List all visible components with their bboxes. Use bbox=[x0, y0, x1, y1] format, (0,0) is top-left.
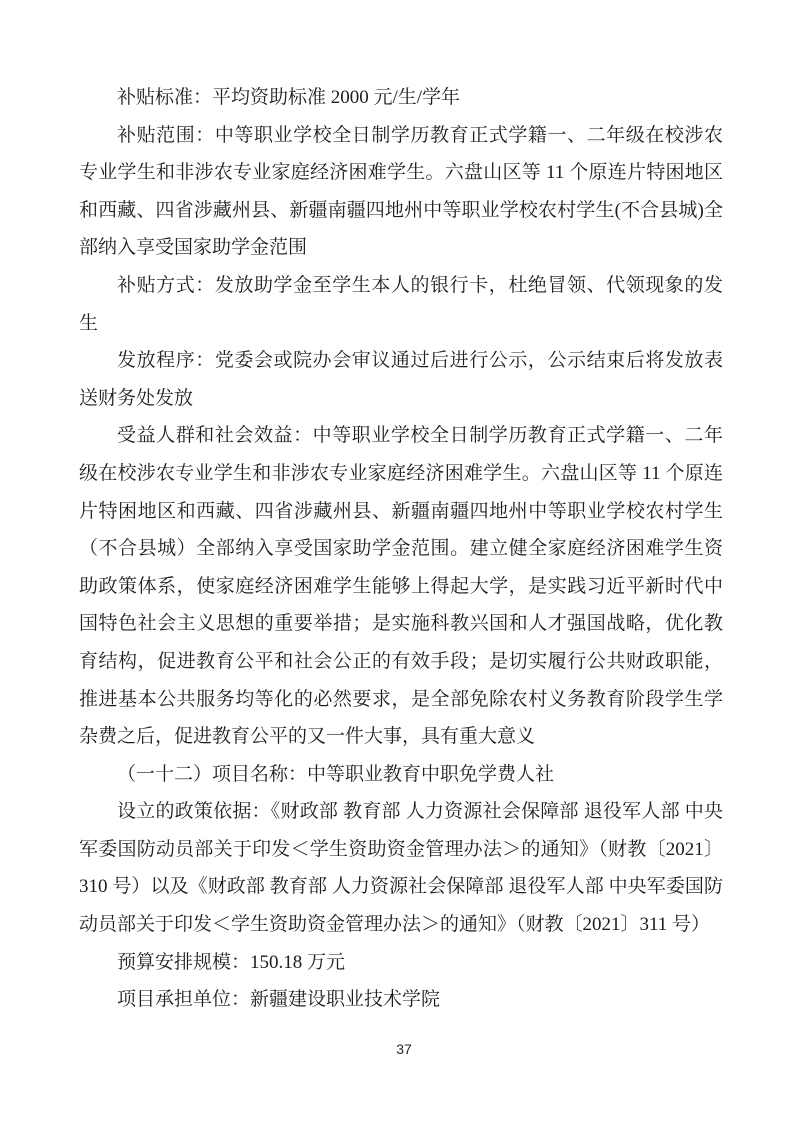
paragraph-policy-basis: 设立的政策依据：《财政部 教育部 人力资源社会保障部 退役军人部 中央军委国防动员部关于印发＜学生资助资金管理办法＞的通知》（财教〔2021〕310 号）以及《财政部 教育部 人力资源社会保障部 退役军人部 中央军委国防动员部关于印发＜学生资助资金管理办法＞的通知》（财教〔2021〕311 号） bbox=[79, 801, 723, 936]
paragraph-budget-scale: 预算安排规模：150.18 万元 bbox=[117, 951, 346, 973]
page-number: 37 bbox=[396, 1041, 412, 1057]
paragraph-undertaking-unit: 项目承担单位：新疆建设职业技术学院 bbox=[117, 989, 441, 1011]
paragraph-subsidy-scope: 补贴范围：中等职业学校全日制学历教育正式学籍一、二年级在校涉农专业学生和非涉农专业家庭经济困难学生。六盘山区等 11 个原连片特困地区和西藏、四省涉藏州县、新疆南疆四地州中等职业学校农村学生(不合县城)全部纳入享受国家助学金范围 bbox=[79, 124, 723, 259]
paragraph-subsidy-method: 补贴方式：发放助学金至学生本人的银行卡，杜绝冒领、代领现象的发生 bbox=[79, 274, 723, 334]
document-body bbox=[79, 79, 723, 1019]
paragraph-distribution-procedure: 发放程序：党委会或院办会审议通过后进行公示，公示结束后将发放表送财务处发放 bbox=[79, 350, 723, 409]
paragraph-beneficiaries-social-benefit: 受益人群和社会效益：中等职业学校全日制学历教育正式学籍一、二年级在校涉农专业学生和非涉农专业家庭经济困难学生。六盘山区等 11 个原连片特困地区和西藏、四省涉藏州县、新疆南疆四地州中等职业学校农村学生（不合县城）全部纳入享受国家助学金范围。建立健全家庭经济困难学生资助政策体系，使家庭经济困难学生能够上得起大学，是实践习近平新时代中国特色社会主义思想的重要举措；是实施科教兴国和人才强国战略，优化教育结构，促进教育公平和社会公正的有效手段；是切实履行公共财政职能，推进基本公共服务均等化的必然要求，是全部免除农村义务教育阶段学生学杂费之后，促进教育公平的又一件大事，具有重大意义 bbox=[79, 425, 723, 748]
paragraph-subsidy-standard: 补贴标准：平均资助标准 2000 元/生/学年 bbox=[117, 87, 461, 108]
paragraph-project-12-name: （一十二）项目名称：中等职业教育中职免学费人社 bbox=[117, 763, 555, 785]
